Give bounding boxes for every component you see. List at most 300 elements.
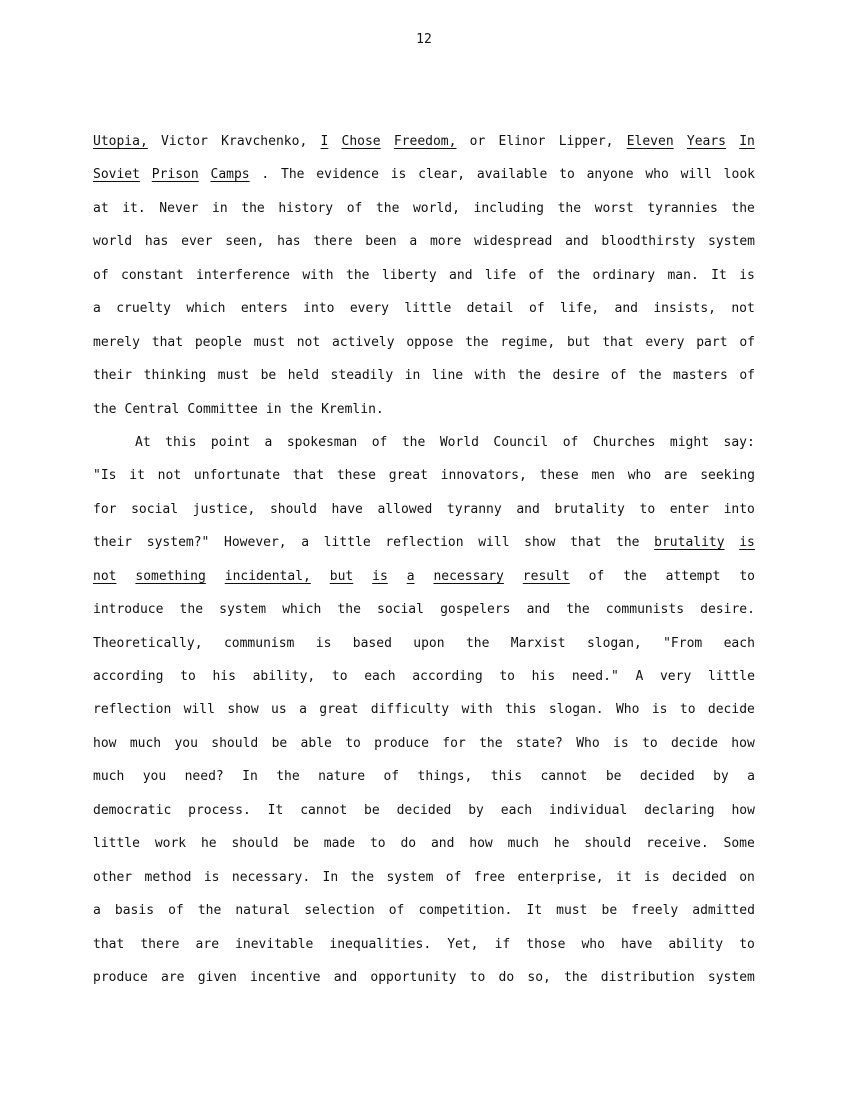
word: World [439, 434, 479, 450]
word: decided [672, 869, 727, 885]
word: and [565, 234, 589, 250]
word: in [404, 368, 421, 384]
word: produce [374, 735, 429, 751]
word: that [151, 334, 184, 350]
word: their [93, 535, 133, 551]
word: opportunity [370, 969, 457, 985]
word: the [616, 535, 640, 551]
word: Yet, [447, 936, 479, 952]
word: the [566, 602, 590, 618]
word: which [282, 602, 322, 618]
word: declaring [644, 802, 715, 818]
word: people [194, 334, 242, 350]
word: Kremlin. [321, 401, 384, 417]
text-line [93, 131, 755, 164]
word: of [168, 903, 184, 919]
word: history [278, 200, 334, 216]
word: that [602, 334, 634, 350]
word: the [93, 401, 117, 417]
word: look [723, 167, 755, 183]
word: of [739, 368, 755, 384]
word: desire. [700, 602, 755, 618]
word: you [174, 735, 198, 751]
word: by [713, 769, 729, 785]
word: these [539, 468, 579, 484]
word: of [610, 368, 627, 384]
word: his [531, 669, 556, 684]
word: seeking [700, 468, 755, 484]
word: It [711, 267, 727, 283]
underlined-word: Eleven [626, 134, 674, 149]
word: The [281, 167, 305, 183]
underlined-word: Soviet [93, 167, 140, 183]
word: allowed [377, 501, 433, 517]
underlined-word: a [406, 568, 415, 584]
word: cannot [300, 802, 348, 818]
word: has [144, 234, 169, 250]
word: natural [235, 903, 291, 919]
word: been [365, 234, 397, 250]
text-line [93, 265, 755, 298]
word: be [601, 903, 618, 919]
word: by [468, 802, 484, 818]
word: every [645, 334, 685, 350]
word: Theoretically, [93, 635, 203, 651]
underlined-word: but [329, 568, 354, 584]
word: interference [196, 267, 290, 283]
word: method [144, 869, 192, 885]
word: should [231, 836, 279, 852]
word: with [474, 368, 506, 384]
word: upon [413, 635, 445, 651]
word: admitted [692, 903, 755, 919]
word: world [93, 234, 133, 250]
word: of [445, 869, 462, 885]
word: of [528, 267, 545, 283]
word: freely [631, 903, 679, 919]
word: how [93, 735, 117, 751]
text-line [93, 867, 755, 900]
underlined-word: not [93, 568, 117, 584]
word: it [615, 869, 632, 885]
word: do [400, 836, 417, 852]
word: part [696, 334, 728, 350]
word: the [337, 602, 361, 618]
word: for [442, 735, 466, 751]
word: is [203, 869, 220, 885]
word: every [349, 301, 389, 317]
word: little [93, 836, 140, 852]
underlined-word: incidental, [224, 568, 311, 584]
text-line [93, 599, 755, 632]
word: will [680, 167, 712, 183]
word: the [401, 434, 426, 450]
word: might [669, 434, 710, 450]
word: a [299, 702, 307, 718]
word: insists, [653, 301, 716, 317]
word: he [200, 836, 217, 852]
word: according [412, 669, 483, 684]
word: able [300, 735, 332, 751]
word: Some [723, 836, 755, 852]
word: the [517, 368, 541, 384]
word: man. [667, 267, 699, 283]
word: the [375, 200, 400, 216]
word: not [157, 468, 182, 484]
word: must [217, 368, 250, 384]
word: much [93, 769, 125, 785]
word: show [524, 535, 556, 551]
word: are [195, 936, 220, 952]
word: have [620, 936, 653, 952]
word: point [210, 434, 251, 450]
word: a [93, 301, 101, 317]
word: into [723, 501, 755, 517]
word: little [707, 669, 755, 684]
word: seen, [225, 234, 265, 250]
text-line [93, 465, 755, 498]
word: work [154, 836, 187, 852]
word: In [322, 869, 339, 885]
word: the [241, 200, 265, 216]
word: enter [669, 501, 709, 517]
word: attempt [665, 568, 721, 584]
text-line [93, 633, 755, 666]
word: is [613, 735, 629, 751]
word: Central [124, 401, 180, 417]
word: bloodthirsty [601, 234, 696, 250]
word: spokesman [286, 434, 358, 450]
word: who [645, 167, 669, 183]
word: However, [224, 535, 287, 551]
text-line [93, 298, 755, 331]
word: It [526, 903, 543, 919]
word: is [739, 267, 755, 283]
word: but [566, 334, 591, 350]
text-line [93, 432, 755, 465]
word: decide [707, 702, 755, 718]
word: that [93, 936, 125, 952]
word: communism [223, 635, 295, 651]
word: Council [493, 434, 549, 450]
word: you [142, 769, 167, 785]
word: based [352, 635, 392, 651]
word: liberty [381, 267, 437, 283]
word: great [319, 702, 359, 718]
word: It [267, 802, 284, 818]
word: this [165, 434, 197, 450]
word: the [564, 969, 588, 985]
word: Committee [187, 401, 258, 417]
word: thinking [143, 368, 207, 384]
word: "Is [93, 468, 117, 484]
text-line [93, 733, 755, 766]
word: life [484, 267, 517, 283]
underlined-word: is [372, 568, 388, 584]
word: with [302, 267, 334, 283]
word: so, [527, 969, 551, 985]
word: the [289, 401, 314, 417]
underlined-word: Camps [210, 167, 250, 183]
word: oppose [406, 334, 454, 350]
word: cannot [540, 769, 588, 785]
word: communists [605, 602, 685, 618]
word: system [386, 869, 434, 885]
text-line [93, 499, 755, 532]
word: given [197, 969, 237, 985]
page-number: 12 [416, 32, 432, 47]
text-line [93, 164, 755, 197]
word: a [409, 234, 418, 250]
word: reflection [385, 535, 464, 551]
word: of [562, 434, 579, 450]
word: be [293, 836, 309, 852]
word: to [679, 702, 696, 718]
word: slogan, [586, 635, 642, 651]
text-line [93, 566, 755, 599]
word: each [723, 635, 755, 651]
word: masters [673, 368, 728, 384]
word: to [739, 936, 755, 952]
word: "From [663, 635, 703, 651]
word: the [465, 635, 490, 651]
word: reflection [93, 702, 172, 718]
word: ability, [252, 669, 316, 684]
word: say: [723, 434, 755, 450]
word: of [93, 267, 109, 283]
word: he [553, 836, 570, 852]
word: the [276, 769, 300, 785]
word: how [731, 802, 755, 818]
word: not [731, 301, 755, 317]
word: desire [552, 368, 600, 384]
document-body [93, 131, 755, 1000]
word: A [635, 669, 644, 684]
word: inevitable [235, 936, 314, 952]
word: should [269, 501, 317, 517]
word: cruelty [116, 301, 171, 317]
word: tyranny [446, 501, 502, 517]
word: little [323, 535, 371, 551]
text-line [93, 231, 755, 264]
word: tyrannies [647, 200, 718, 216]
word: have [331, 501, 363, 517]
word: to [642, 735, 658, 751]
word: much [129, 735, 162, 751]
word: those [526, 936, 566, 952]
word: selection [304, 903, 375, 919]
underlined-word: Years [686, 134, 727, 149]
text-line [93, 800, 755, 833]
word: produce [93, 969, 148, 985]
word: constant [121, 267, 184, 283]
underlined-word: I [320, 134, 329, 149]
word: democratic [93, 802, 172, 818]
word: with [461, 702, 493, 718]
word: that [292, 468, 325, 484]
word: state? [515, 735, 563, 751]
word: to [469, 969, 486, 985]
word: and [449, 267, 473, 283]
word: there [140, 936, 180, 952]
word: of [371, 434, 388, 450]
word: need? [184, 769, 224, 785]
word: free [473, 869, 506, 885]
word: world, [412, 200, 460, 216]
word: who [627, 468, 652, 484]
word: is [651, 702, 668, 718]
word: merely [93, 334, 140, 350]
word: is [390, 167, 407, 183]
text-line [93, 766, 755, 799]
word: be [271, 735, 288, 751]
word: worst [594, 200, 634, 216]
word: widespread [474, 234, 553, 250]
word: In [242, 769, 258, 785]
underlined-word: is [739, 535, 755, 551]
word: steadily [330, 368, 394, 384]
word: Never [159, 200, 199, 216]
word: that [570, 535, 602, 551]
word: decided [639, 769, 695, 785]
word: the [465, 334, 489, 350]
word: regime, [500, 334, 556, 350]
word: little [404, 301, 452, 317]
word: these [336, 468, 376, 484]
word: evidence [316, 167, 379, 183]
word: a [93, 903, 101, 919]
word: available [476, 167, 548, 183]
word: need." [571, 669, 619, 684]
word: this [490, 769, 523, 785]
text-line [93, 399, 755, 432]
word: nature [318, 769, 366, 785]
word: the [350, 869, 375, 885]
text-line [93, 833, 755, 866]
word: decided [396, 802, 452, 818]
word: and [430, 836, 455, 852]
word: distribution [600, 969, 695, 985]
word: each [500, 802, 533, 818]
word: has [277, 234, 301, 250]
word: things, [417, 769, 473, 785]
word: this [505, 702, 537, 718]
word: decide [671, 735, 718, 751]
word: . [261, 167, 270, 183]
word: how [469, 836, 493, 852]
word: Elinor [498, 134, 546, 149]
word: receive. [646, 836, 709, 852]
word: justice, [192, 501, 256, 517]
word: at [93, 200, 109, 216]
word: to [739, 568, 755, 584]
word: line [431, 368, 464, 384]
word: unfortunate [193, 468, 281, 484]
word: gospelers [440, 602, 511, 618]
word: social [377, 602, 424, 618]
word: a [264, 434, 273, 450]
word: incentive [250, 969, 321, 985]
text-line [93, 198, 755, 231]
word: the [197, 903, 222, 919]
word: to [639, 501, 656, 517]
word: ordinary [592, 267, 656, 283]
text-line [93, 332, 755, 365]
word: to [559, 167, 575, 183]
word: do [498, 969, 515, 985]
word: must [253, 334, 285, 350]
word: life, [560, 301, 600, 317]
word: actively [331, 334, 395, 350]
word: their [93, 368, 133, 384]
text-line [93, 365, 755, 398]
word: necessary. [231, 869, 311, 885]
word: Victor [161, 134, 208, 149]
word: which [186, 301, 226, 317]
word: including [473, 200, 544, 216]
word: other [93, 869, 133, 885]
word: the [179, 602, 204, 618]
word: are [161, 969, 185, 985]
word: system [708, 234, 755, 250]
word: be [605, 769, 622, 785]
word: enterprise, [517, 869, 604, 885]
word: will [478, 535, 510, 551]
word: innovators, [440, 468, 527, 484]
word: system [219, 602, 267, 618]
word: it [129, 468, 145, 484]
text-line [93, 532, 755, 565]
word: the [638, 368, 662, 384]
word: clear, [418, 167, 466, 183]
word: will [183, 702, 215, 718]
word: are [663, 468, 688, 484]
word: a [301, 535, 310, 551]
underlined-word: Prison [151, 167, 199, 183]
word: the [346, 267, 370, 283]
word: a [747, 769, 755, 785]
word: the [623, 568, 647, 584]
word: Kravchenko, [221, 134, 308, 149]
word: very [659, 669, 692, 684]
word: Who [576, 735, 600, 751]
text-line [93, 699, 755, 732]
word: Marxist [510, 635, 566, 651]
underlined-word: result [522, 568, 570, 584]
word: the [479, 735, 503, 751]
word: of [529, 301, 545, 317]
underlined-word: brutality [654, 535, 725, 551]
word: on [739, 869, 755, 885]
word: men [591, 468, 615, 484]
word: according [93, 669, 164, 684]
word: enters [240, 301, 288, 317]
word: and [333, 969, 358, 985]
word: to [369, 836, 386, 852]
word: system?" [146, 535, 210, 551]
word: us [271, 702, 287, 718]
word: of [739, 334, 755, 350]
word: into [303, 301, 335, 317]
underlined-word: necessary [433, 568, 504, 584]
word: to [331, 669, 348, 684]
word: to [180, 669, 196, 684]
word: difficulty [370, 702, 450, 718]
word: be [364, 802, 380, 818]
word: is [315, 635, 332, 651]
word: held [287, 368, 320, 384]
word: Churches [592, 434, 656, 450]
